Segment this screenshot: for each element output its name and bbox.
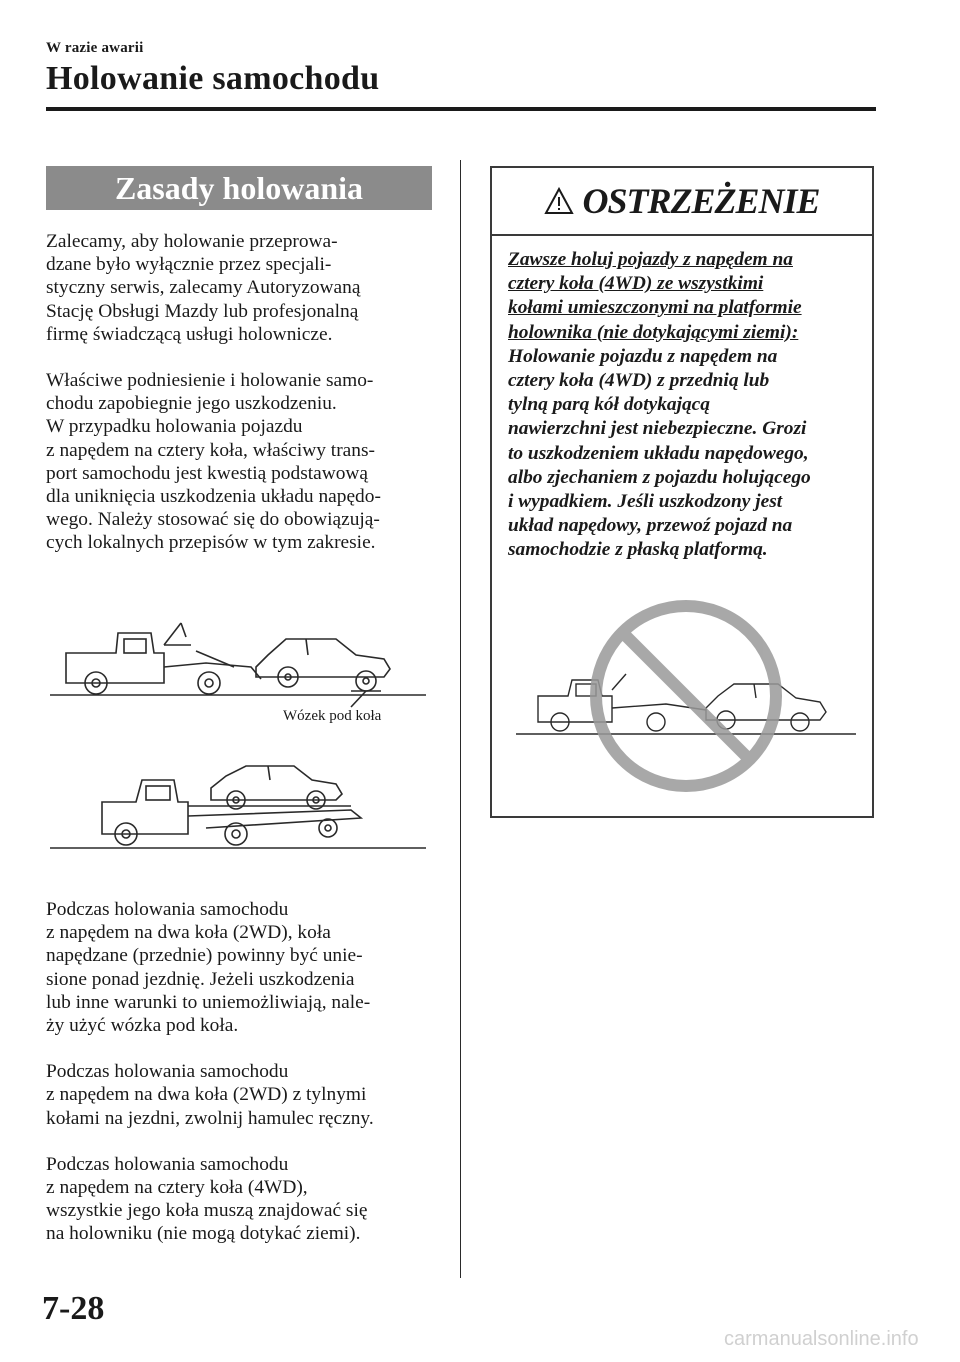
tow-dolly-illustration [46,615,432,745]
intro-paragraph: Zalecamy, aby holowanie przeprowa- dzane było wyłącznie przez specjali- styczny serwis, zalecamy Autoryzowaną Stację Obsługi Mazdy lub profesjonalną firmę świadczącą usługi holownicze. [46,231,361,345]
column-divider [460,160,461,1278]
page-number: 7-28 [42,1290,105,1327]
title-rule [46,107,876,111]
section-label: W razie awarii [46,40,144,56]
proper-towing-paragraph: Właściwe podniesienie i holowanie samo- chodu zapobiegnie jego uszkodzeniu. W przypadku holowania pojazdu z napędem na cztery koła, właściwy trans- port samochodu jest kwestią podstawową dla uniknięcia uszkodzenia układu napędo- wego. Należy stosować się do obowiązują- cych lokalnych przepisów w tym zakresie. [46,370,381,554]
2wd-rear-paragraph: Podczas holowania samochodu z napędem na dwa koła (2WD) z tylnymi kołami na jezdni, zwolnij hamulec ręczny. [46,1061,374,1129]
warning-triangle-icon [544,187,574,215]
warning-box [490,166,874,818]
2wd-front-paragraph: Podczas holowania samochodu z napędem na dwa koła (2WD), koła napędzane (przednie) powinny być unie- sione ponad jezdnię. Jeżeli uszkodzenia lub inne warunki to uniemożliwiają, nale- ży użyć wózka pod koła. [46,899,371,1037]
warning-underlined-text: Zawsze holuj pojazdy z napędem na cztery koła (4WD) ze wszystkimi kołami umieszczonymi na platformie holownika (nie dotykającymi ziemi): [508,249,802,343]
dolly-caption: Wózek pod koła [283,708,382,724]
flatbed-illustration [46,760,432,860]
site-watermark: carmanualsonline.info [724,1328,919,1350]
page-title: Holowanie samochodu [46,60,380,97]
warning-body [492,236,872,563]
warning-text: Holowanie pojazdu z napędem na cztery koła (4WD) z przednią lub tylną parą kół dotykającą nawierzchni jest niebezpieczne. Grozi to uszkodzeniem układu napędowego, albo zjechaniem z pojazdu holującego i wypadkiem. Jeśli uszkodzony jest układ napędowy, przewoź pojazd na samochodzie z płaską platformą. [508,345,811,561]
prohibited-towing-illustration [516,596,856,796]
left-column [46,166,432,555]
4wd-paragraph: Podczas holowania samochodu z napędem na cztery koła (4WD), wszystkie jego koła muszą znajdować się na holowniku (nie mogą dotykać ziemi). [46,1153,368,1245]
warning-title: OSTRZEŻENIE [582,181,820,221]
lower-paragraphs [46,898,446,1246]
warning-header [492,168,872,236]
subheading-banner: Zasady holowania [46,166,432,210]
